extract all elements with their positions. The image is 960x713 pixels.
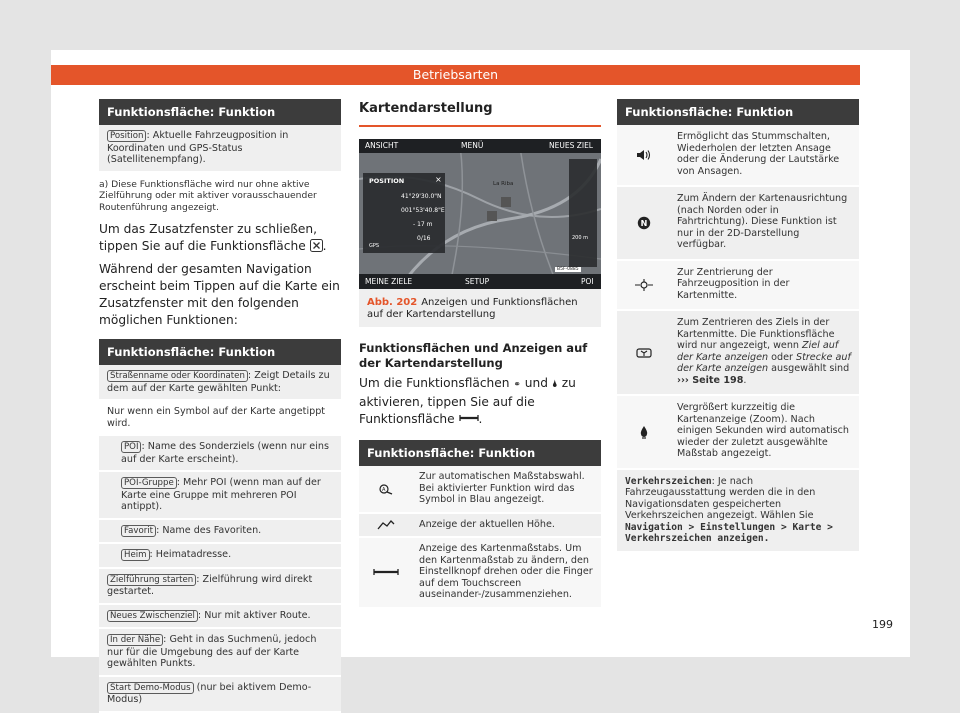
table-row <box>99 436 341 472</box>
icon-cell <box>617 311 671 394</box>
map-tab-neues-ziel[interactable]: NEUES ZIEL <box>549 141 593 150</box>
footnote: a) Diese Funktionsfläche wird nur ohne aktive Zielführung oder mit aktiver vorausschauender Routenführung angezeigt. <box>99 178 317 213</box>
setting-name: Verkehrszeichen <box>625 475 712 487</box>
row-text: : Zeigt Details zu dem auf der Karte gewählten Punkt: <box>107 370 330 394</box>
row-text: Anzeige der aktuellen Höhe. <box>419 518 555 530</box>
speaker-icon <box>636 149 652 161</box>
map-scale-icon <box>373 568 399 576</box>
table-header: Funktionsfläche: Funktion <box>359 440 601 466</box>
table-header: Funktionsfläche: Funktion <box>99 339 341 365</box>
icon-cell <box>617 396 671 468</box>
row-text: Vergrößert kurzzeitig die Kartenanzeige (Zoom). Nach einigen Sekunden wird automatisch wieder der zuletzt ausgewählte Maßstab angezeigt. <box>677 402 849 459</box>
map-tab-setup[interactable]: SETUP <box>465 277 490 286</box>
table-row <box>99 605 341 630</box>
row-text: : Je nach Fahrzeugausstattung werden die in den Navigationsdaten gespeicherten Verkehrszeichen angezeigt. Wählen Sie <box>625 475 816 521</box>
row-text-italic: Strecke auf der Karte anzeigen <box>677 351 851 374</box>
caption-text: Anzeigen und Funktionsflächen auf der Kartendarstellung <box>367 297 578 320</box>
icon-cell <box>359 466 413 512</box>
map-gps-label: GPS <box>369 243 380 249</box>
page-number: 199 <box>872 618 893 631</box>
row-text: Anzeige des Kartenmaßstabs. Um den Kartenmaßstab zu ändern, den Einstellknopf drehen oder die Finger auf dem Touchscreen auseinander-/zusammenziehen. <box>419 543 593 600</box>
table-row <box>617 396 859 470</box>
table-row <box>617 311 859 396</box>
map-latitude: 41°29'30.0"N <box>401 193 442 200</box>
auto-zoom-icon: ⚭ <box>513 380 521 390</box>
map-tab-ansicht[interactable]: ANSICHT <box>365 141 399 150</box>
table-row <box>99 472 341 520</box>
row-text: : Zielführung wird direkt gestartet. <box>107 573 313 597</box>
zoom-icon <box>639 425 649 439</box>
map-tab-meine-ziele[interactable]: MEINE ZIELE <box>365 277 413 286</box>
row-text: : Aktuelle Fahrzeugposition in Koordinaten und GPS-Status (Satellitenempfang). <box>107 130 289 165</box>
map-scale: 200 m <box>572 235 589 241</box>
table-row <box>99 365 341 401</box>
table-row <box>617 187 859 261</box>
section-title: Kartendarstellung <box>359 99 601 127</box>
function-key: POI <box>121 441 141 453</box>
table-row <box>99 569 341 605</box>
auto-zoom-icon <box>378 483 394 495</box>
altitude-icon <box>377 520 395 530</box>
paragraph-text: . <box>322 239 327 253</box>
table-row: Nur wenn ein Symbol auf der Karte angetippt wird. <box>99 401 341 436</box>
function-key: Favorit <box>121 525 156 537</box>
row-text: : Name des Sonderziels (wenn nur eins auf der Karte erscheint). <box>121 441 329 465</box>
zoom-icon: 🌢 <box>551 379 558 390</box>
icon-cell <box>359 514 413 537</box>
center-destination-icon <box>635 347 653 359</box>
row-text: : Geht in das Suchmenü, jedoch nur für die Umgebung des auf der Karte gewählten Punkts. <box>107 634 317 669</box>
paragraph <box>359 375 601 428</box>
function-table <box>99 339 341 713</box>
icon-cell <box>617 125 671 185</box>
paragraph-text: . <box>478 412 483 426</box>
column-right <box>617 99 859 553</box>
function-table <box>617 99 859 553</box>
figure-code: B5F-0885 <box>557 267 579 272</box>
row-text: Zur Zentrierung der Fahrzeugposition in der Kartenmitte. <box>677 266 790 301</box>
close-icon <box>310 239 323 252</box>
function-table <box>359 440 601 609</box>
caption-number: Abb. 202 <box>367 297 418 308</box>
function-key: Position <box>107 130 146 142</box>
icon-cell <box>617 187 671 259</box>
function-key: Zielführung starten <box>107 574 196 586</box>
function-key: In der Nähe <box>107 634 163 646</box>
paragraph-text: und <box>524 376 548 390</box>
paragraph: Während der gesamten Navigation erscheint beim Tippen auf die Karte ein Zusatzfenster mit den folgenden möglichen Funktionen: <box>99 262 340 327</box>
row-text: Zur automatischen Maßstabswahl. Bei aktivierter Funktion wird das Symbol in Blau angezeigt. <box>419 471 585 505</box>
table-row <box>359 466 601 514</box>
row-text: : Nur mit aktiver Route. <box>197 609 311 621</box>
map-altitude: - 17 m <box>413 221 433 228</box>
table-header: Funktionsfläche: Funktion <box>617 99 859 125</box>
map-close-icon[interactable]: × <box>435 175 442 184</box>
function-key: Straßenname oder Koordinaten <box>107 370 248 382</box>
icon-cell <box>359 538 413 607</box>
function-key: POI-Gruppe <box>121 477 177 489</box>
menu-path: Navigation > Einstellungen > Karte > Verkehrszeichen anzeigen. <box>625 521 833 544</box>
table-row <box>99 629 341 677</box>
row-text-part: Zum Zentrieren des Ziels in der Kartenmitte. Die Funktionsfläche wird nur angezeigt, wenn <box>677 317 835 351</box>
function-key: Start Demo-Modus <box>107 682 194 694</box>
row-text: : Mehr POI (wenn man auf der Karte eine Gruppe mit mehreren POI antippt). <box>121 477 321 512</box>
paragraph-text: Um das Zusatzfenster zu schließen, tippen Sie auf die Funktionsfläche <box>99 222 318 253</box>
table-row <box>99 125 341 173</box>
row-text-part: . <box>743 374 747 386</box>
table-row <box>359 514 601 539</box>
table-row <box>617 470 859 553</box>
svg-text:A: A <box>382 486 386 493</box>
table-row <box>99 520 341 545</box>
table-row <box>617 125 859 187</box>
row-text-italic: Ziel auf der Karte anzeigen <box>677 340 839 363</box>
column-middle <box>359 99 601 609</box>
icon-cell <box>617 261 671 310</box>
figure-caption <box>359 289 601 327</box>
paragraph-text: zu aktivieren, tippen Sie auf die Funktionsfläche <box>359 376 576 426</box>
function-key: Neues Zwischenziel <box>107 610 198 622</box>
map-gps-count: 0/16 <box>417 235 431 242</box>
map-tab-menu[interactable]: MENÜ <box>461 141 484 150</box>
column-left <box>99 99 341 713</box>
table-row <box>359 538 601 609</box>
svg-text:N: N <box>640 218 648 228</box>
function-key: Heim <box>121 549 150 561</box>
row-text: (nur bei aktivem Demo-Modus) <box>107 681 312 705</box>
map-scale-icon <box>459 414 479 422</box>
map-town: La Riba <box>493 181 514 187</box>
center-position-icon <box>635 279 653 291</box>
compass-north-icon <box>637 216 651 230</box>
row-text-part: ausgewählt sind <box>768 363 850 374</box>
navigation-map-figure <box>359 139 601 289</box>
map-position-title: POSITION <box>369 177 405 185</box>
row-text: Zum Ändern der Kartenausrichtung (nach Norden oder in Fahrtrichtung). Diese Funktion ist nur in der 2D-Darstellung verfügbar. <box>677 193 848 250</box>
table-row <box>99 544 341 569</box>
row-text: Ermöglicht das Stummschalten, Wiederholen der letzten Ansage oder die Änderung der Lautstärke von Ansagen. <box>677 131 840 177</box>
paragraph <box>99 221 341 255</box>
map-tab-poi[interactable]: POI <box>581 277 594 286</box>
table-row <box>99 677 341 713</box>
paragraph-text: Um die Funktionsflächen <box>359 376 510 390</box>
page-reference-link[interactable]: ››› Seite 198 <box>677 374 744 386</box>
row-text-part: oder <box>768 351 797 363</box>
table-header: Funktionsfläche: Funktion <box>99 99 341 125</box>
subheading: Funktionsflächen und Anzeigen auf der Kartendarstellung <box>359 341 588 370</box>
row-text: : Name des Favoriten. <box>156 524 262 536</box>
row-text <box>671 311 859 394</box>
map-longitude: 001°53'40.8"E <box>401 207 445 214</box>
table-row <box>617 261 859 312</box>
section-banner: Betriebsarten <box>51 65 860 85</box>
row-text: : Heimatadresse. <box>149 549 232 560</box>
